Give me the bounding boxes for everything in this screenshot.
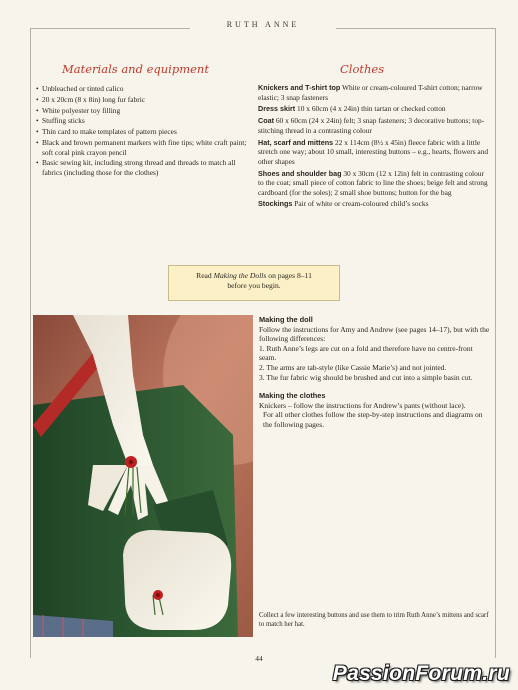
clothes-item-name: Knickers and T-shirt top (258, 83, 341, 92)
clothes-item (258, 199, 490, 209)
making-clothes-line: Knickers – follow the instructions for Andrew’s pants (without lace). (259, 400, 466, 410)
running-head: RUTH ANNE (190, 20, 336, 29)
clothes-item-text: Pair of white or cream-coloured child’s socks (294, 199, 429, 209)
clothes-item-text: 22 x 114cm (8½ x 45in) fleece fabric with a little stretch one way; about 10 small, interesting buttons – e.g., hearts, flowers and other shapes (258, 137, 489, 166)
clothes-item (258, 104, 490, 114)
page-frame-right (495, 28, 496, 658)
materials-title: Materials and equipment (62, 62, 209, 76)
clothes-item-name: Shoes and shoulder bag (258, 168, 342, 178)
note-book-title: Making the Dolls (213, 271, 267, 280)
note-line2: before you begin. (227, 281, 281, 290)
clothes-item-text: 30 x 30cm (12 x 12in) felt in contrasting colour to the coat; small piece of cotton fabric to line the shoes; beige felt and strong cardboard (for the soles); 2 small shoe buttons; button for the bag (258, 168, 488, 197)
clothes-item-name: Stockings (258, 199, 293, 209)
list-item: • Unbleached or tinted calico (36, 84, 250, 94)
clothes-item-name: Coat (258, 116, 274, 126)
making-doll-heading: Making the doll (259, 315, 313, 324)
clothes-item-text: White or cream-coloured T-shirt cotton; narrow elastic; 3 snap fasteners (258, 83, 483, 102)
list-item: • Thin card to make templates of pattern pieces (36, 127, 250, 137)
clothes-list (258, 83, 490, 211)
clothes-title: Clothes (340, 62, 385, 76)
list-item: • Black and brown permanent markers with fine tips; white craft paint; soft coral pink crayon pencil (36, 138, 250, 157)
list-item: • Basic sewing kit, including strong thread and threads to match all fabrics (including those for the clothes) (36, 158, 250, 177)
page-number: 44 (255, 654, 263, 663)
making-doll-line: Follow the instructions for Amy and Andrew (see pages 14–17), but with the following differences: (259, 324, 490, 344)
clothes-item (258, 116, 490, 135)
making-doll-line: 3. The fur fabric wig should be brushed and cut into a simple basin cut. (259, 372, 473, 382)
page-frame-left (30, 28, 31, 658)
making-doll-line: 1. Ruth Anne’s legs are cut on a fold and therefore have no centre-front seam. (259, 343, 473, 363)
note-prefix: Read (196, 271, 214, 280)
clothes-item-text: 60 x 60cm (24 x 24in) felt; 3 snap fasteners; 3 decorative buttons; top-stitching thread in a contrasting colour (258, 116, 485, 135)
doll-photo-image (33, 315, 253, 637)
making-doll-line: 2. The arms are tab-style (like Cassie Marie’s) and not jointed. (259, 362, 447, 372)
making-clothes-heading: Making the clothes (259, 391, 326, 401)
clothes-item-text: 10 x 60cm (4 x 24in) thin tartan or checked cotton (297, 104, 446, 114)
making-clothes-line: For all other clothes follow the step-by-step instructions and diagrams on the following pages. (263, 410, 483, 429)
list-item: • 20 x 20cm (8 x 8in) long fur fabric (36, 95, 250, 105)
read-first-note (168, 265, 340, 301)
instructions-column (259, 315, 491, 430)
note-suffix: on pages 8–11 (266, 271, 312, 280)
clothes-item-name: Dress skirt (258, 104, 296, 114)
clothes-item (258, 138, 490, 167)
list-item: • Stuffing sticks (36, 116, 250, 126)
clothes-item (258, 83, 490, 102)
photo-caption: Collect a few interesting buttons and use them to trim Ruth Anne’s mittens and scarf to match her hat. (259, 612, 489, 628)
doll-photo (33, 315, 253, 637)
site-watermark: PassionForum.ru (332, 662, 510, 685)
clothes-item (258, 169, 490, 198)
list-item: • White polyester toy filling (36, 106, 250, 116)
clothes-item-name: Hat, scarf and mittens (258, 137, 334, 147)
materials-list (36, 84, 250, 179)
